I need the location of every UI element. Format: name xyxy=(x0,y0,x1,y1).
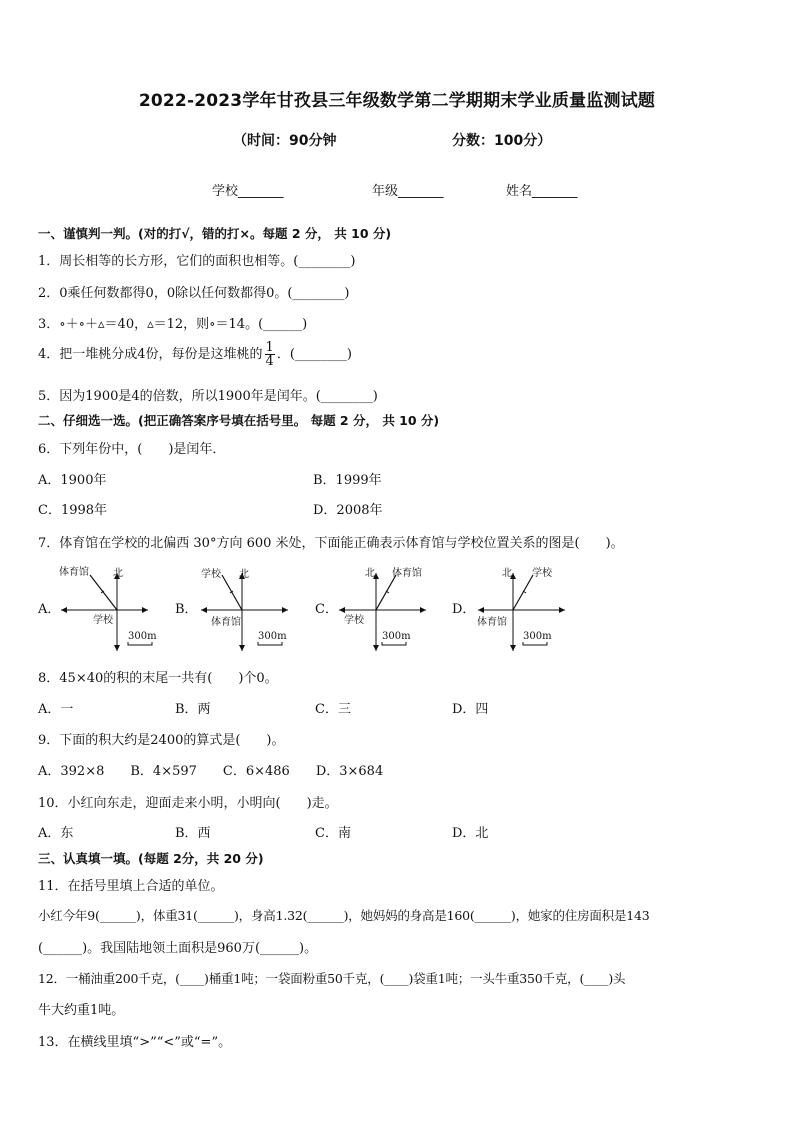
grade-field[interactable]: 年级_______ xyxy=(372,184,444,199)
q8-option-b[interactable]: B．两 xyxy=(175,702,211,717)
question-10: 10．小红向东走，迎面走来小明，小明向( )走。 xyxy=(38,796,338,811)
q6-option-a[interactable]: A．1900年 xyxy=(38,473,107,488)
gym-label: 体育馆 xyxy=(211,617,241,628)
scale-label: 300m xyxy=(382,631,411,642)
q7-diagram-c xyxy=(334,563,434,657)
q8-option-d[interactable]: D．四 xyxy=(452,702,489,717)
question-7: 7．体育馆在学校的北偏西 30°方向 600 米处，下面能正确表示体育馆与学校位置关系的图是( )。 xyxy=(38,536,624,551)
school-label: 学校 xyxy=(93,615,113,626)
question-8: 8．45×40的积的末尾一共有( )个0。 xyxy=(38,671,278,686)
q10-option-b[interactable]: B．西 xyxy=(175,826,211,841)
q7-option-b[interactable]: B． xyxy=(175,602,198,617)
q10-option-c[interactable]: C．南 xyxy=(315,826,351,841)
question-11-line-2: (______)。我国陆地领土面积是960万(______)。 xyxy=(38,941,318,956)
q6-option-b[interactable]: B．1999年 xyxy=(313,473,382,488)
q7-diagram-a xyxy=(56,563,156,657)
gym-label: 体育馆 xyxy=(477,617,507,628)
question-12-line-1: 12．一桶油重200千克，(____)桶重1吨；一袋面粉重50千克，(____)袋重1吨；一头牛重350千克，(____)头 xyxy=(38,971,626,986)
school-field[interactable]: 学校_______ xyxy=(212,184,284,199)
north-label: 北 xyxy=(113,568,123,579)
school-label: 学校 xyxy=(532,568,552,579)
question-1: 1．周长相等的长方形，它们的面积也相等。(________) xyxy=(38,254,356,269)
q7-diagram-d xyxy=(473,563,573,657)
question-2: 2．0乘任何数都得0，0除以任何数都得0。(________) xyxy=(38,286,350,301)
north-label: 北 xyxy=(502,568,512,579)
gym-label: 体育馆 xyxy=(59,567,89,578)
school-label: 学校 xyxy=(344,615,364,626)
question-9: 9．下面的积大约是2400的算式是( )。 xyxy=(38,733,285,748)
question-11: 11．在括号里填上合适的单位。 xyxy=(38,879,224,894)
q7-option-d[interactable]: D． xyxy=(452,602,476,617)
scale-label: 300m xyxy=(523,631,552,642)
fraction-one-quarter xyxy=(265,341,275,368)
question-6: 6．下列年份中，( )是闰年． xyxy=(38,442,226,457)
question-11-line-1: 小红今年9(______)，体重31(______)，身高1.32(______)，她妈妈的身高是160(______)，她家的住房面积是143 xyxy=(38,908,650,923)
page-title: 2022-2023学年甘孜县三年级数学第二学期期末学业质量监测试题 xyxy=(138,91,656,111)
school-label: 学校 xyxy=(201,569,221,580)
q8-option-c[interactable]: C．三 xyxy=(315,702,351,717)
scale-label: 300m xyxy=(128,631,157,642)
q10-option-d[interactable]: D．北 xyxy=(452,826,489,841)
question-12-line-2: 牛大约重1吨。 xyxy=(38,1003,125,1018)
q6-option-d[interactable]: D．2008年 xyxy=(313,503,383,518)
q7-option-a[interactable]: A． xyxy=(38,602,61,617)
north-label: 北 xyxy=(239,569,249,580)
q9-options[interactable]: A．392×8 B．4×597 C．6×486 D．3×684 xyxy=(38,764,384,779)
question-4 xyxy=(38,341,352,368)
question-13: 13．在横线里填“>”“<”或“=”。 xyxy=(38,1035,232,1050)
q10-option-a[interactable]: A．东 xyxy=(38,826,74,841)
question-5: 5．因为1900是4的倍数，所以1900年是闰年。(________) xyxy=(38,389,378,404)
section-2-heading: 二、仔细选一选。(把正确答案序号填在括号里。 每题 2 分， 共 10 分) xyxy=(38,413,440,428)
scale-label: 300m xyxy=(258,631,287,642)
exam-time: （时间：90分钟 xyxy=(233,133,337,149)
exam-score: 分数：100分） xyxy=(452,133,552,149)
fraction-denominator: 4 xyxy=(265,354,274,369)
gym-label: 体育馆 xyxy=(392,568,422,579)
question-3: 3．∘＋∘＋▵＝40，▵＝12，则∘＝14。(______) xyxy=(38,317,308,332)
question-4-blank: ．(________) xyxy=(276,347,352,362)
question-4-text: 4．把一堆桃分成4份，每份是这堆桃的 xyxy=(38,347,263,362)
name-field[interactable]: 姓名_______ xyxy=(506,184,578,199)
q8-option-a[interactable]: A．一 xyxy=(38,702,74,717)
fraction-numerator: 1 xyxy=(265,340,274,355)
q6-option-c[interactable]: C．1998年 xyxy=(38,503,108,518)
q7-diagram-b xyxy=(196,563,296,657)
section-3-heading: 三、认真填一填。(每题 2分，共 20 分) xyxy=(38,851,264,866)
q7-option-c[interactable]: C． xyxy=(315,602,338,617)
north-label: 北 xyxy=(365,568,375,579)
section-1-heading: 一、谨慎判一判。(对的打√，错的打×。每题 2 分， 共 10 分) xyxy=(38,226,392,241)
